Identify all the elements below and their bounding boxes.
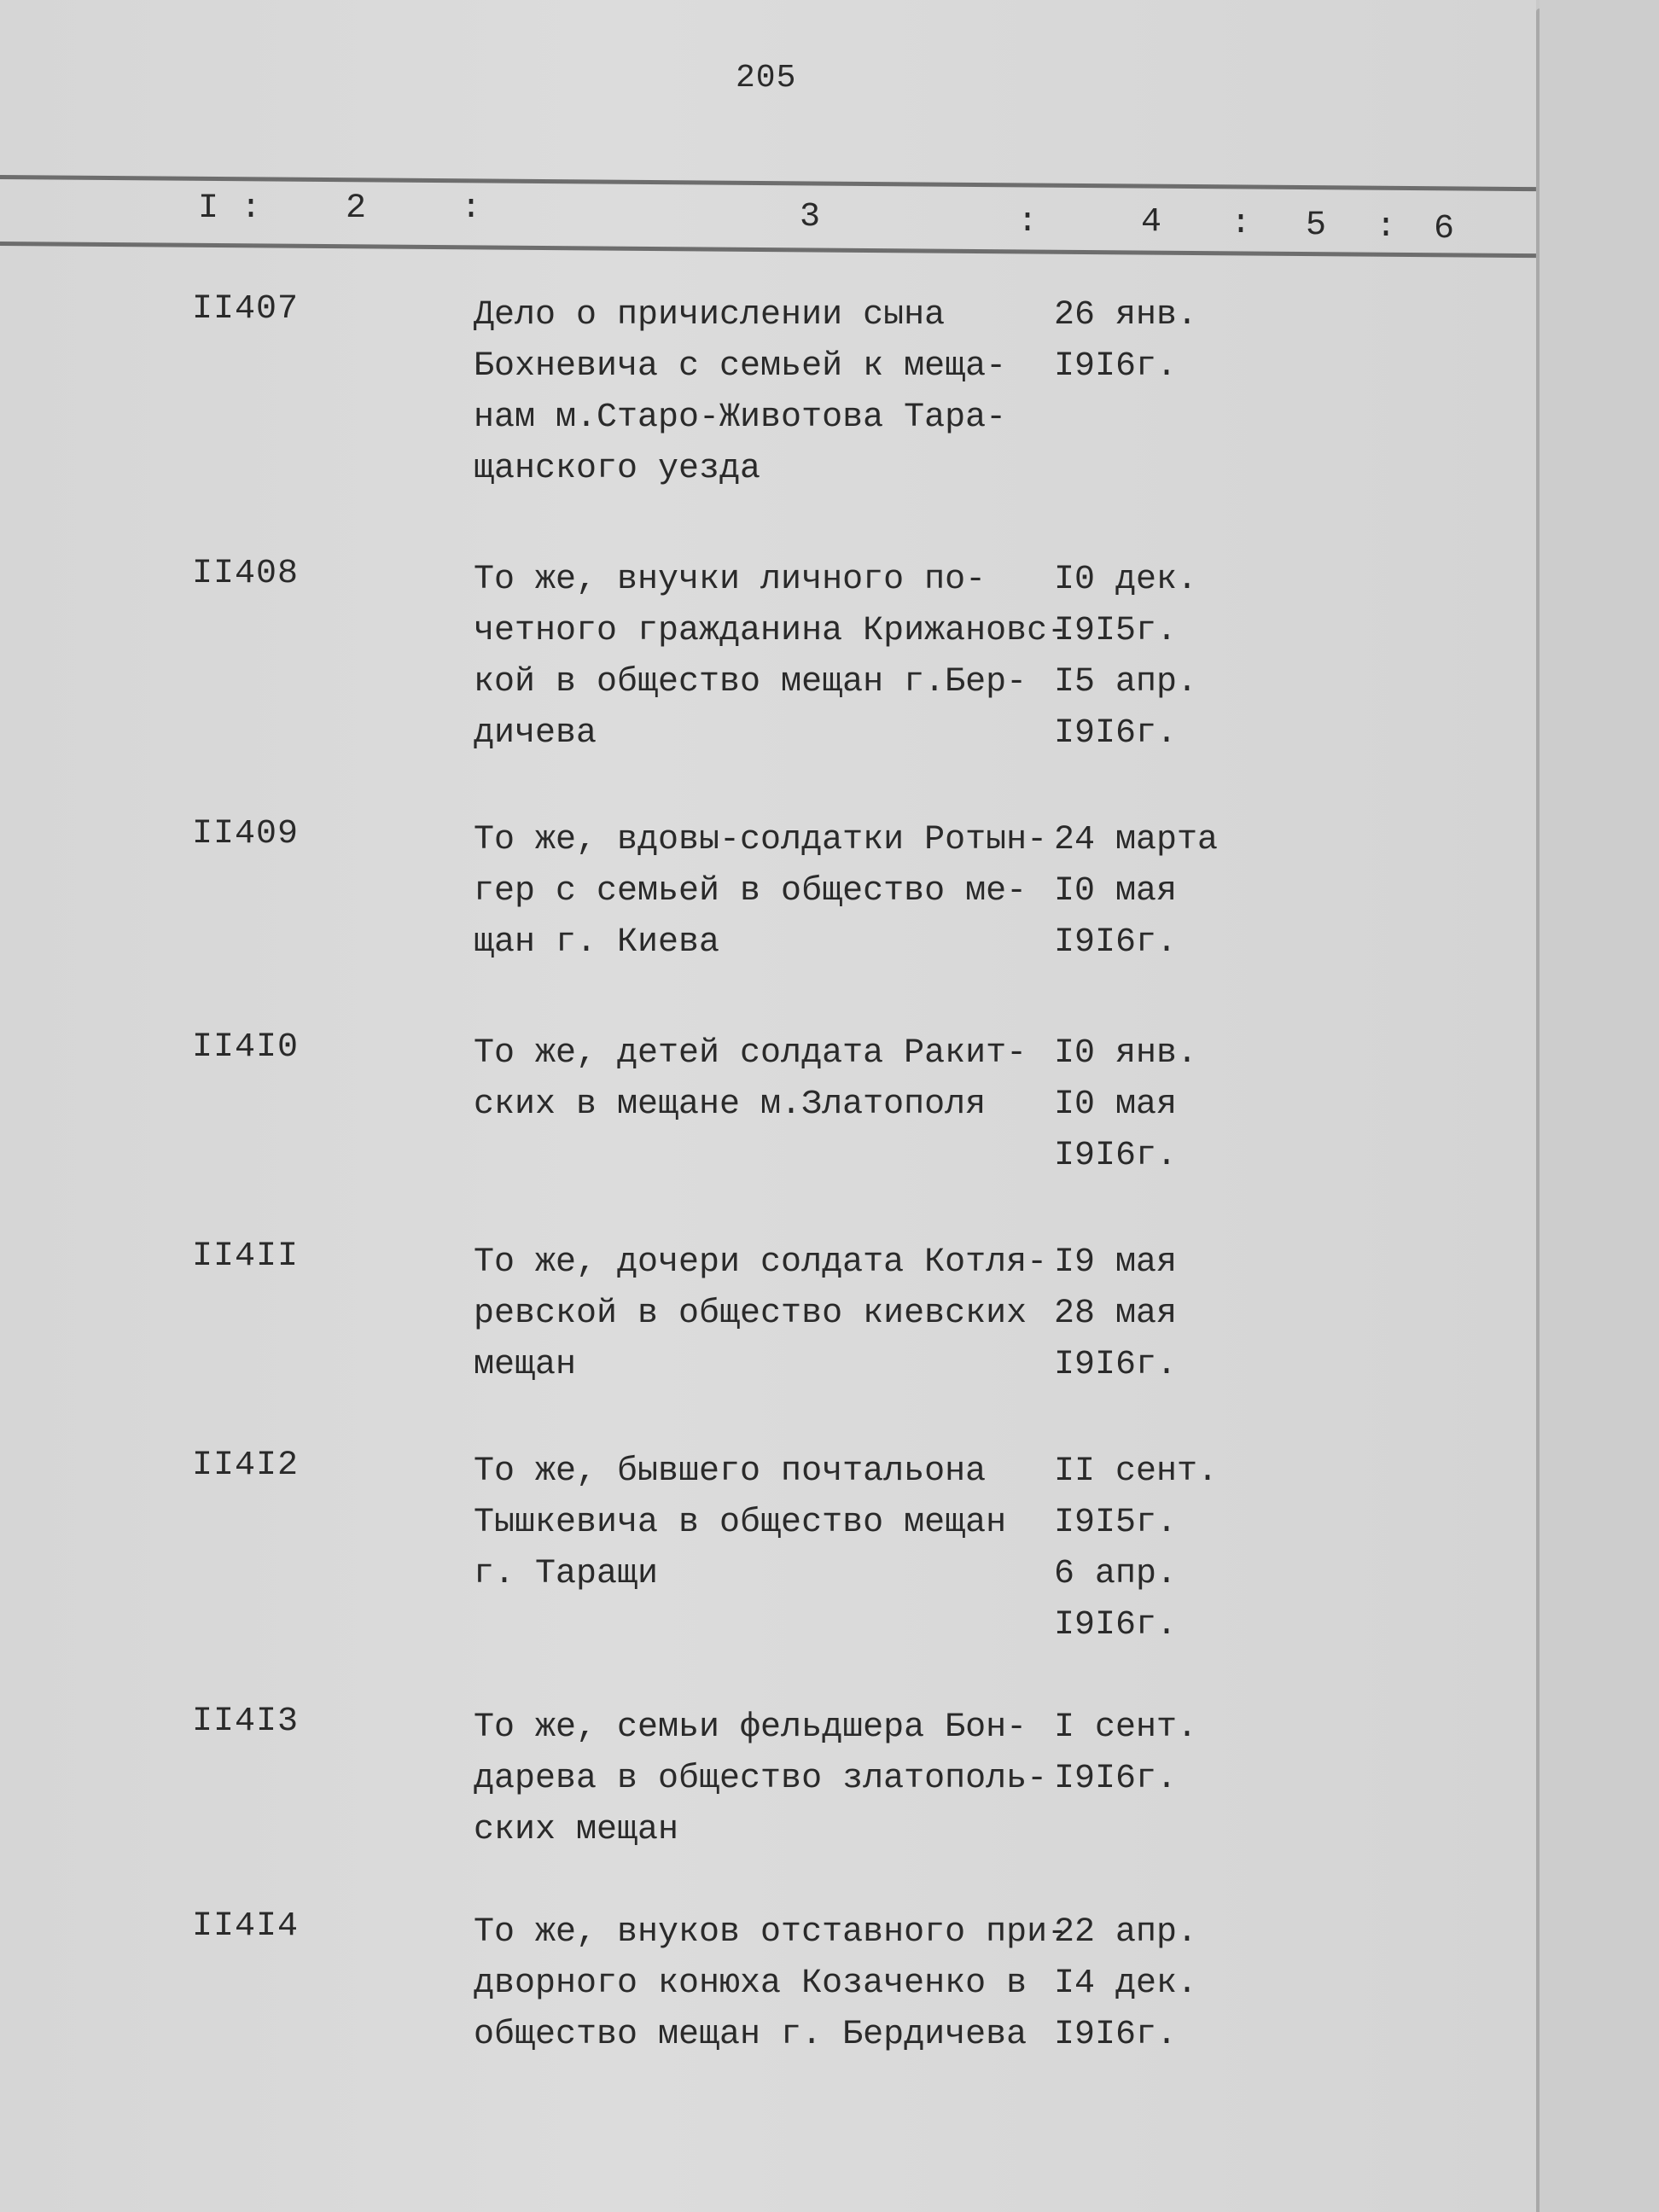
date-line: I9I6г. — [1054, 923, 1178, 962]
date-line: I9I6г. — [1054, 1760, 1178, 1798]
description-line: дворного конюха Козаченко в — [474, 1965, 1027, 2003]
column-separator: : — [1376, 208, 1397, 247]
entry-description — [474, 1907, 1068, 2061]
date-line: I0 дек. — [1054, 561, 1198, 599]
entry-number: II4I2 — [192, 1447, 300, 1485]
entry-number: II4II — [192, 1237, 300, 1276]
description-line: Дело о причислении сына — [474, 296, 946, 335]
column-separator: : — [1017, 203, 1039, 242]
description-line: ревской в общество киевских — [474, 1295, 1027, 1333]
date-line: II сент. — [1054, 1452, 1219, 1491]
description-line: То же, семьи фельдшера Бон- — [474, 1708, 1027, 1747]
entry-dates — [1054, 1447, 1218, 1651]
column-header-5: 5 — [1306, 207, 1327, 245]
page-number: 205 — [736, 60, 797, 96]
date-line: I0 мая — [1054, 1086, 1178, 1124]
description-line: нам м.Старо-Животова Тара- — [474, 399, 1007, 437]
date-line: I9I6г. — [1054, 1137, 1178, 1175]
column-header-2: 2 — [346, 189, 367, 228]
column-header-1: I — [198, 189, 219, 228]
column-header-6: 6 — [1434, 210, 1455, 248]
description-line: щан г. Киева — [474, 923, 720, 962]
entry-number: II4I3 — [192, 1703, 300, 1741]
page-edge — [1536, 9, 1540, 2212]
date-line: I0 янв. — [1054, 1034, 1198, 1073]
date-line: 26 янв. — [1054, 296, 1198, 335]
date-line: I9I6г. — [1054, 1606, 1178, 1644]
date-line: I9I6г. — [1054, 714, 1178, 753]
entry-dates — [1054, 1028, 1197, 1182]
date-line: 24 марта — [1054, 821, 1219, 859]
entry-description — [474, 1028, 1027, 1131]
date-line: I0 мая — [1054, 872, 1178, 911]
date-line: I5 апр. — [1054, 663, 1198, 701]
description-line: четного гражданина Крижановс- — [474, 612, 1068, 650]
entry-number: II4I4 — [192, 1907, 300, 1946]
entry-description — [474, 815, 1047, 969]
description-line: То же, бывшего почтальона — [474, 1452, 987, 1491]
date-line: I9I6г. — [1054, 347, 1178, 386]
description-line: общество мещан г. Бердичева — [474, 2016, 1027, 2054]
description-line: То же, дочери солдата Котля- — [474, 1243, 1048, 1282]
column-separator: : — [461, 189, 482, 228]
date-line: I9I5г. — [1054, 612, 1178, 650]
description-line: г. Таращи — [474, 1555, 659, 1593]
entry-number: II408 — [192, 555, 300, 593]
description-line: Бохневича с семьей к меща- — [474, 347, 1007, 386]
description-line: дарева в общество златополь- — [474, 1760, 1048, 1798]
entry-description — [474, 1237, 1047, 1391]
date-line: I9I5г. — [1054, 1504, 1178, 1542]
entry-dates — [1054, 555, 1197, 760]
description-line: щанского уезда — [474, 450, 761, 488]
entry-description — [474, 1447, 1006, 1600]
description-line: То же, детей солдата Ракит- — [474, 1034, 1027, 1073]
entry-description — [474, 1703, 1047, 1856]
entry-number: II407 — [192, 290, 300, 329]
description-line: То же, внуков отставного при- — [474, 1913, 1068, 1952]
column-header-3: 3 — [800, 198, 821, 236]
description-line: ских в мещане м.Златополя — [474, 1086, 987, 1124]
entry-number: II4I0 — [192, 1028, 300, 1067]
description-line: То же, вдовы-солдатки Ротын- — [474, 821, 1048, 859]
description-line: Тышкевича в общество мещан — [474, 1504, 1007, 1542]
date-line: I9 мая — [1054, 1243, 1178, 1282]
description-line: гер с семьей в общество ме- — [474, 872, 1027, 911]
entry-description — [474, 290, 1006, 495]
description-line: кой в общество мещан г.Бер- — [474, 663, 1027, 701]
date-line: 28 мая — [1054, 1295, 1178, 1333]
date-line: I4 дек. — [1054, 1965, 1198, 2003]
date-line: I9I6г. — [1054, 1346, 1178, 1384]
description-line: мещан — [474, 1346, 577, 1384]
entry-number: II409 — [192, 815, 300, 853]
description-line: дичева — [474, 714, 597, 753]
entry-dates — [1054, 1703, 1197, 1805]
date-line: 6 апр. — [1054, 1555, 1178, 1593]
date-line: 22 апр. — [1054, 1913, 1198, 1952]
entry-dates — [1054, 815, 1218, 969]
entry-dates — [1054, 290, 1197, 393]
column-separator: : — [241, 189, 262, 228]
background-sheet — [1540, 0, 1659, 2212]
column-separator: : — [1231, 205, 1252, 243]
date-line: I9I6г. — [1054, 2016, 1178, 2054]
header-rule-top — [0, 175, 1536, 191]
column-header-4: 4 — [1141, 203, 1162, 242]
description-line: ских мещан — [474, 1811, 679, 1849]
entry-dates — [1054, 1907, 1197, 2061]
date-line: I сент. — [1054, 1708, 1198, 1747]
description-line: То же, внучки личного по- — [474, 561, 987, 599]
entry-description — [474, 555, 1068, 760]
entry-dates — [1054, 1237, 1177, 1391]
